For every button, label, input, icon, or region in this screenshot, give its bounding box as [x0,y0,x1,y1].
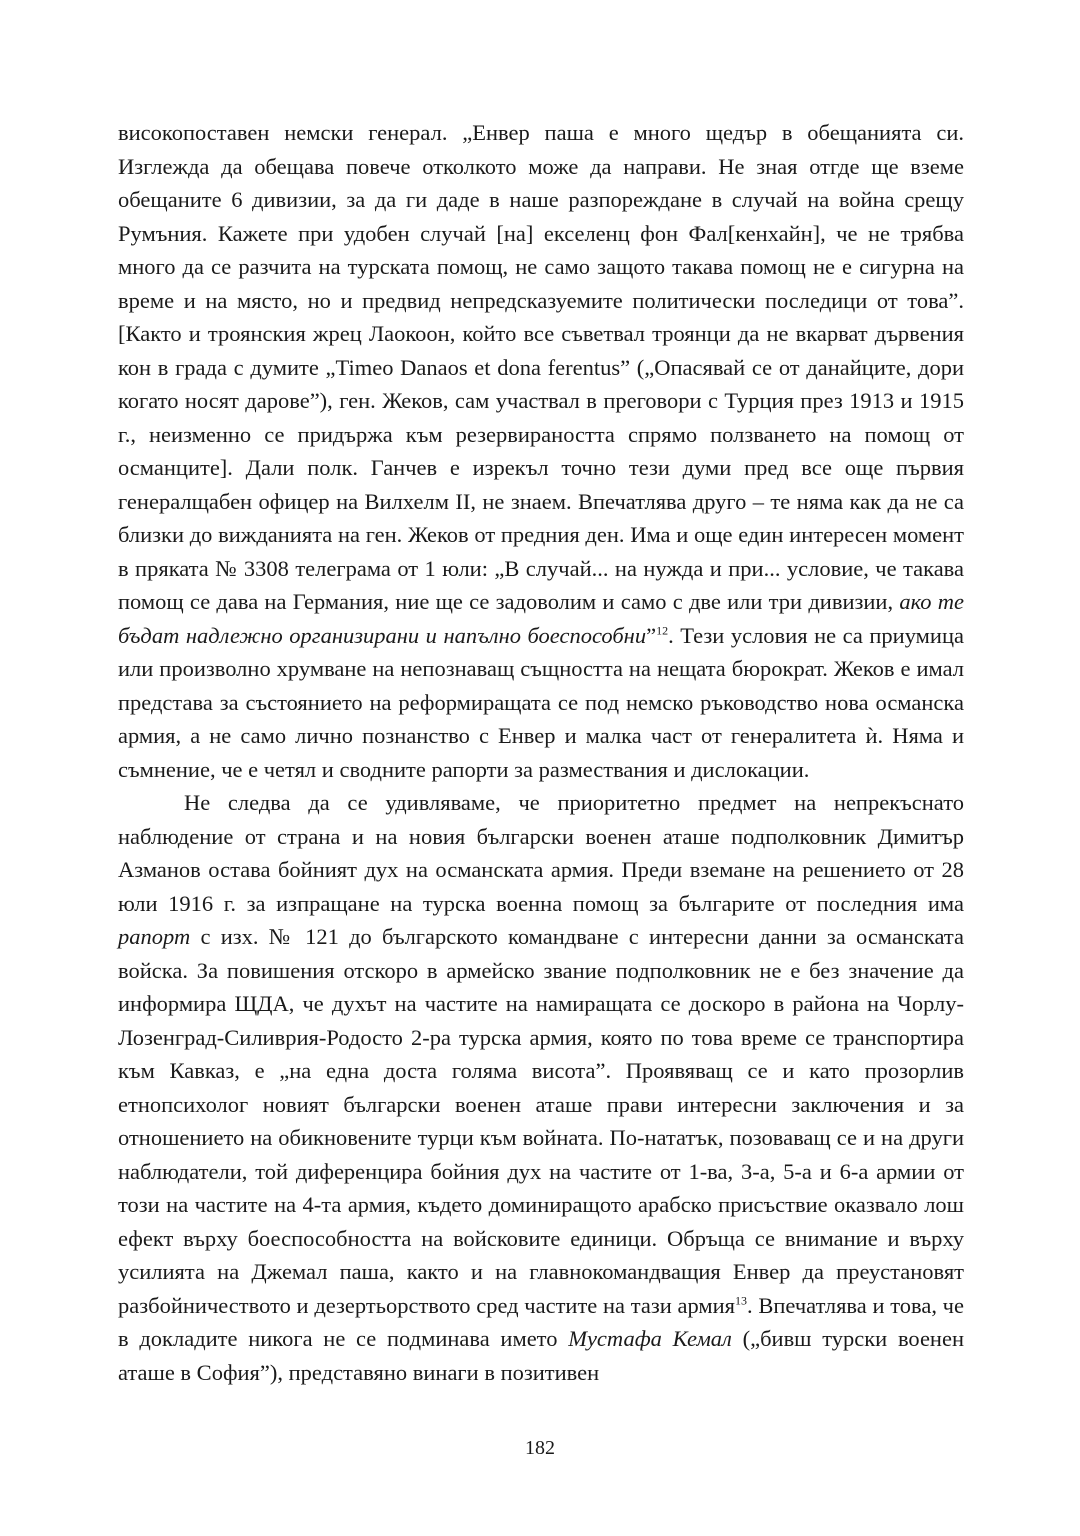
body-text [118,116,964,1389]
paragraph-1-quote-end: ” [646,622,657,648]
paragraph-2-italic-raport: рапорт [118,924,191,949]
footnote-ref-12: 12 [656,623,669,637]
paragraph-2-text-c: . Впечатлява и това, че в докладите никога не се подминава името [118,1292,964,1351]
paragraph-2-text-d: („бивш турски военен аташе в София”), представяно винаги в позитивен [118,1326,964,1385]
paragraph-1-text-b: . Тези условия не са приумица или произволно хрумване на непознаващ същността на нещата бюрократ. Жеков е имал представа за състоянието на реформиращата се под немско ръководство нова османска армия, а не само лично познанство с Енвер и малка част от генералитета ѝ. Няма и съмнение, че е четял и сводните рапорти за размествания и дислокации. [118,622,964,782]
footnote-ref-13: 13 [735,1293,748,1307]
paragraph-2-text-a: Не следва да се удивляваме, че приоритетно предмет на непрекъснато наблюдение от страна и на новия български военен аташе подполковник Димитър Азманов остава бойният дух на османската армия. Преди вземане на решението от 28 юли 1916 г. за изпращане на турска военна помощ за българите от последния има [118,790,964,916]
page-number: 182 [525,1437,555,1459]
paragraph-1-text-a: високопоставен немски генерал. „Енвер паша е много щедър в обещанията си. Изглежда да обещава повече отколкото може да направи. Не зная отгде ще вземе обещаните 6 дивизии, за да ги даде в наше разпореждане в случай на война срещу Румъния. Кажете при удобен случай [на] екселенц фон Фал[кенхайн], че не трябва много да се разчита на турската помощ, не само защото такава помощ не е сигурна на време и на място, но и предвид непредсказуемите политически последици от това”. [Както и троянския жрец Лаокоон, който все съветвал троянци да не вкарват дървения кон в града с думите „Timeo Danaos et dona ferentus” („Опасявай се от данайците, дори когато носят дарове”), ген. Жеков, сам участвал в преговори с Турция през 1913 и 1915 г., неизменно се придържа към резервираността спрямо ползването на помощ от османците]. Дали полк. Ганчев е изрекъл точно тези думи пред все още първия генералщабен офицер на Вилхелм II, не знаем. Впечатлява друго – те няма как да не са близки до вижданията на ген. Жеков от предния ден. Има и още един интересен момент в пряката № 3308 телеграма от 1 юли: „В случай... на нужда и при... условие, че такава помощ се дава на Германия, ние ще се задоволим и само с две или три дивизии, [118,120,964,614]
paragraph-2 [118,786,964,1389]
paragraph-2-italic-name: Мустафа Кемал [568,1326,732,1351]
paragraph-2-text-b: с изх. № 121 до българското командване с интересни данни за османската войска. За повишения отскоро в армейско звание подполковник не е без значение да информира ЩДА, че духът на частите на намиращата се доскоро в района на Чорлу-Лозенград-Силиврия-Родосто 2-ра турска армия, която по това време се транспортира към Кавказ, е „на една доста голяма висота”. Проявяващ се и като прозорлив етнопсихолог новият български военен аташе прави интересни заключения и за отношението на обикновените турци към войната. По-нататък, позоваващ се и на други наблюдатели, той диференцира бойния дух на частите от 1-ва, 3-а, 5-а и 6-а армии от този на частите на 4-та армия, където доминиращото арабско присъствие оказвало лош ефект върху боеспособността на войсковите единици. Обръща се внимание и върху усилията на Джемал паша, както и на главнокомандващия Енвер да преустановят разбойничеството и дезертьорството сред частите на тази армия [118,924,964,1318]
paragraph-1 [118,116,964,786]
paragraph-1-italic: ако те бъдат надлежно организирани и напълно боеспособни [118,589,964,648]
